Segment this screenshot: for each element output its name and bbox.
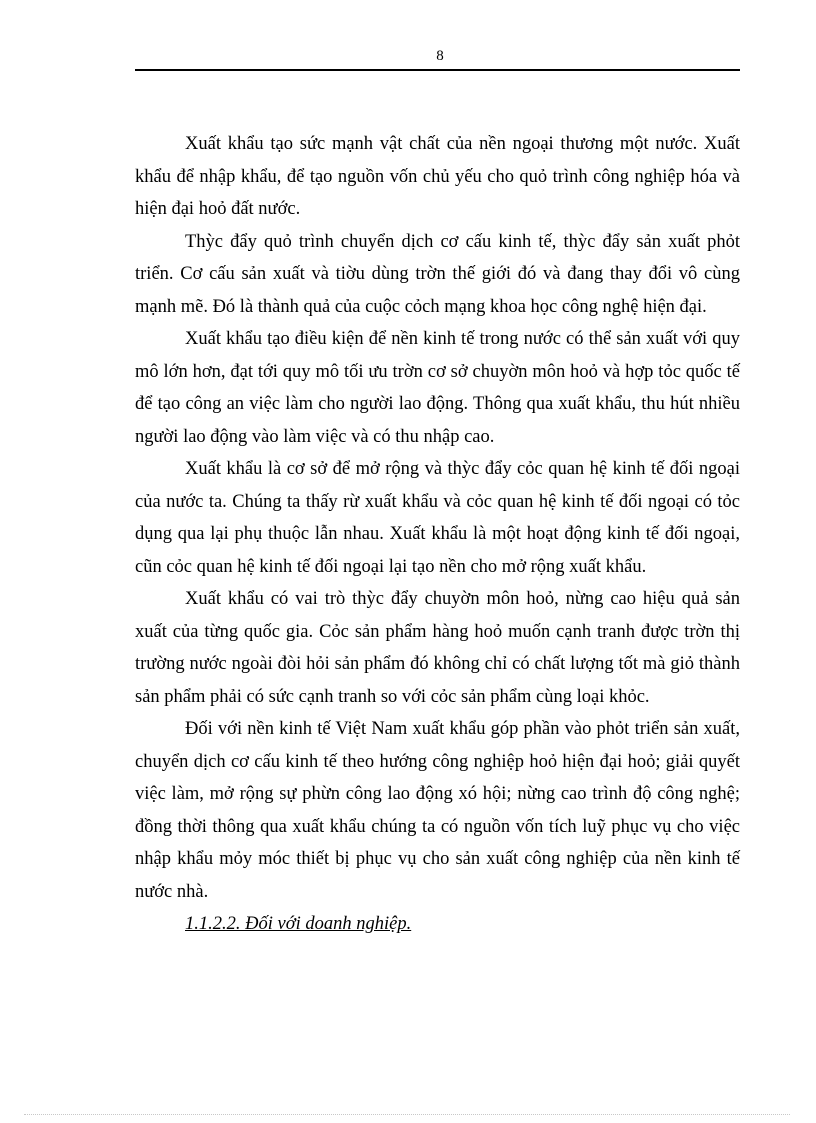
page-bottom-divider bbox=[24, 1114, 790, 1115]
page-number: 8 bbox=[436, 48, 444, 64]
paragraph-export-material-strength: Xuất khẩu tạo sức mạnh vật chất của nền ngoại thương một nước. Xuất khẩu để nhập khẩu, để tạo nguồn vốn chủ yếu cho quỏ trình công nghiệp hóa và hiện đại hoỏ đất nước. bbox=[135, 134, 740, 219]
section-subheading: 1.1.2.2. Đối với doanh nghiệp. bbox=[185, 914, 412, 934]
paragraph-vietnam-economy: Đối với nền kinh tế Việt Nam xuất khẩu góp phần vào phỏt triển sản xuất, chuyển dịch cơ cấu kinh tế theo hướng công nghiệp hoỏ hiện đại hoỏ; giải quyết việc làm, mở rộng sự phừn công lao động xó hội; nừng cao trình độ công nghệ; đồng thời thông qua xuất khẩu chúng ta có nguồn vốn tích luỹ phục vụ cho việc nhập khẩu mỏy móc thiết bị phục vụ cho sản xuất công nghiệp của nền kinh tế nước nhà. bbox=[135, 719, 740, 902]
paragraph-foreign-relations: Xuất khẩu là cơ sở để mở rộng và thỳc đẩy cỏc quan hệ kinh tế đối ngoại của nước ta. Chúng ta thấy rừ xuất khẩu và cỏc quan hệ kinh tế đối ngoại có tỏc dụng qua lại phụ thuộc lẫn nhau. Xuất khẩu là một hoạt động kinh tế đối ngoại, cũn cỏc quan hệ kinh tế đối ngoại lại tạo nền cho mở rộng xuất khẩu. bbox=[135, 459, 740, 577]
header-rule bbox=[135, 69, 740, 71]
document-body bbox=[135, 128, 740, 941]
paragraph-production-scale: Xuất khẩu tạo điều kiện để nền kinh tế trong nước có thể sản xuất với quy mô lớn hơn, đạt tới quy mô tối ưu trờn cơ sở chuyờn môn hoỏ và hợp tỏc quốc tế để tạo công an việc làm cho người lao động. Thông qua xuất khẩu, thu hút nhiều người lao động vào làm việc và có thu nhập cao. bbox=[135, 329, 740, 447]
paragraph-economic-restructuring: Thỳc đẩy quỏ trình chuyển dịch cơ cấu kinh tế, thỳc đẩy sản xuất phỏt triển. Cơ cấu sản xuất và tiờu dùng trờn thế giới đó và đang thay đổi vô cùng mạnh mẽ. Đó là thành quả của cuộc cỏch mạng khoa học công nghệ hiện đại. bbox=[135, 231, 740, 317]
paragraph-specialization: Xuất khẩu có vai trò thỳc đẩy chuyờn môn hoỏ, nừng cao hiệu quả sản xuất của từng quốc gia. Cỏc sản phẩm hàng hoỏ muốn cạnh tranh được trờn thị trường nước ngoài đòi hỏi sản phẩm đó không chỉ có chất lượng tốt mà giỏ thành sản phẩm phải có sức cạnh tranh so với cỏc sản phẩm cùng loại khỏc. bbox=[135, 589, 740, 707]
